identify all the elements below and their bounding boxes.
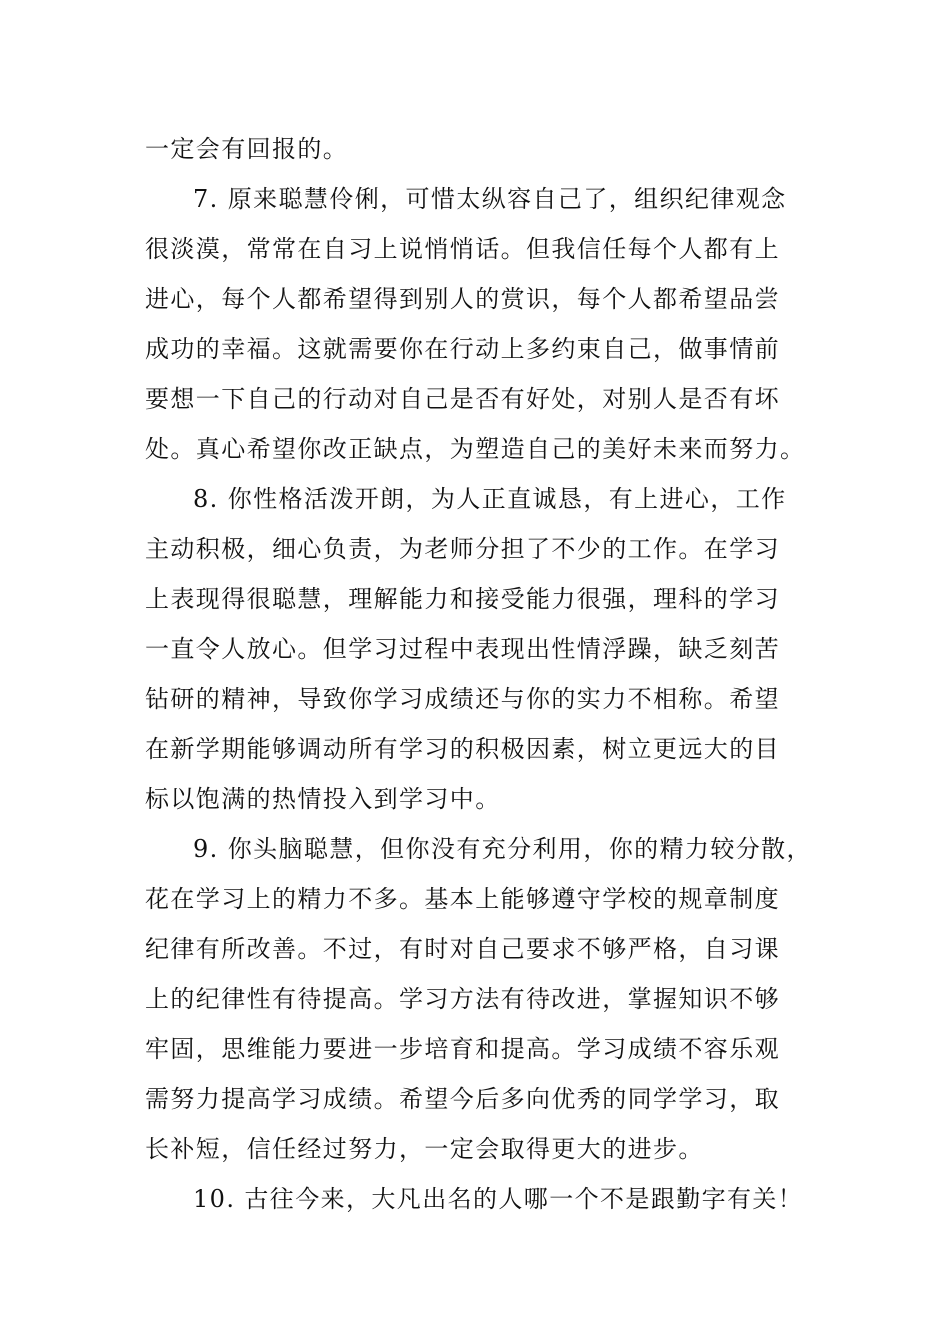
text-line: 一直令人放心。但学习过程中表现出性情浮躁，缺乏刻苦 bbox=[145, 635, 780, 663]
text-line: 牢固，思维能力要进一步培育和提高。学习成绩不容乐观 bbox=[145, 1035, 780, 1063]
text-line: 纪律有所改善。不过，有时对自己要求不够严格，自习课 bbox=[145, 935, 780, 963]
text-line: 上的纪律性有待提高。学习方法有待改进，掌握知识不够 bbox=[145, 985, 780, 1013]
text-line: 要想一下自己的行动对自己是否有好处，对别人是否有坏 bbox=[145, 385, 780, 413]
text-line: 7. 原来聪慧伶俐，可惜太纵容自己了，组织纪律观念 bbox=[193, 185, 787, 213]
text-line: 10. 古往今来，大凡出名的人哪一个不是跟勤字有关！ bbox=[193, 1185, 804, 1213]
text-line: 处。真心希望你改正缺点，为塑造自己的美好未来而努力。 bbox=[145, 435, 806, 463]
text-line: 一定会有回报的。 bbox=[145, 135, 349, 163]
text-line: 9. 你头脑聪慧，但你没有充分利用，你的精力较分散， bbox=[193, 835, 812, 863]
text-line: 在新学期能够调动所有学习的积极因素，树立更远大的目 bbox=[145, 735, 780, 763]
text-line: 很淡漠，常常在自习上说悄悄话。但我信任每个人都有上 bbox=[145, 235, 780, 263]
text-line: 主动积极，细心负责，为老师分担了不少的工作。在学习 bbox=[145, 535, 780, 563]
text-line: 标以饱满的热情投入到学习中。 bbox=[145, 785, 501, 813]
text-line: 钻研的精神，导致你学习成绩还与你的实力不相称。希望 bbox=[145, 685, 780, 713]
text-line: 需努力提高学习成绩。希望今后多向优秀的同学学习，取 bbox=[145, 1085, 780, 1113]
text-line: 8. 你性格活泼开朗，为人正直诚恳，有上进心，工作 bbox=[193, 485, 787, 513]
text-line: 进心，每个人都希望得到别人的赏识，每个人都希望品尝 bbox=[145, 285, 780, 313]
text-line: 长补短，信任经过努力，一定会取得更大的进步。 bbox=[145, 1135, 704, 1163]
text-line: 成功的幸福。这就需要你在行动上多约束自己，做事情前 bbox=[145, 335, 780, 363]
text-line: 上表现得很聪慧，理解能力和接受能力很强，理科的学习 bbox=[145, 585, 780, 613]
text-line: 花在学习上的精力不多。基本上能够遵守学校的规章制度 bbox=[145, 885, 780, 913]
